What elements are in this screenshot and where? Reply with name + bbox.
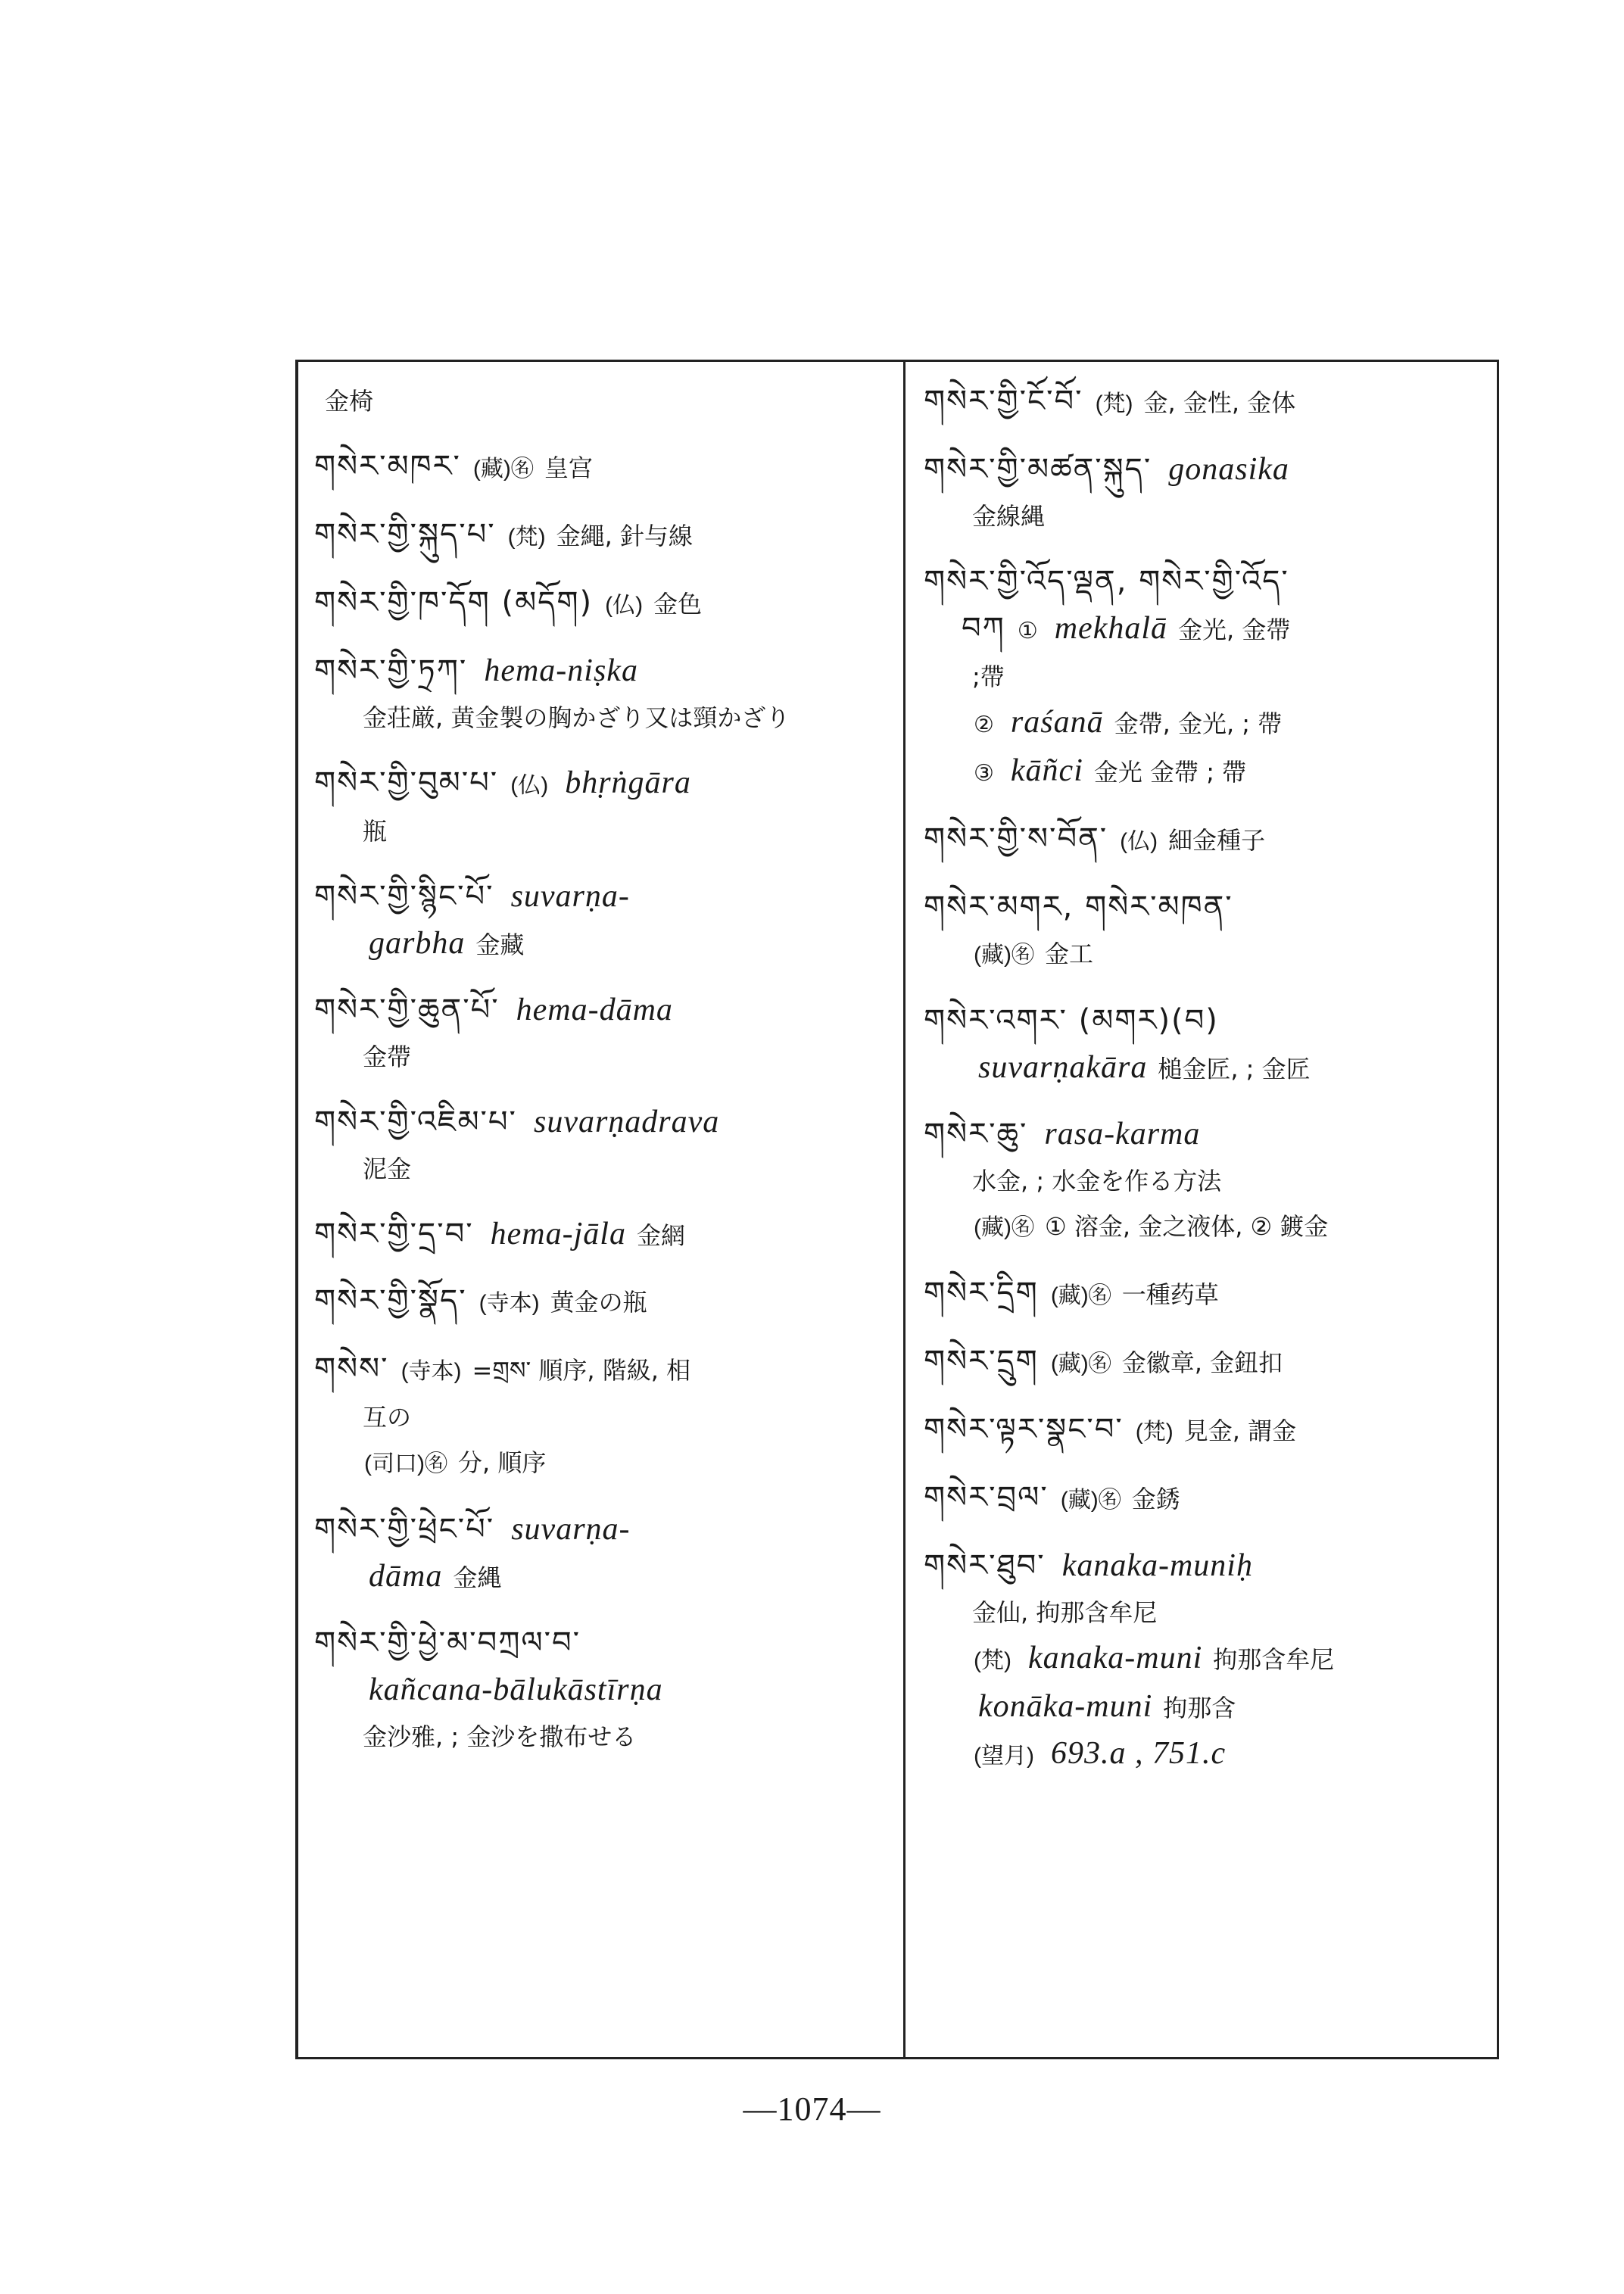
tibetan-headword: གསེར་མཁར་ (314, 449, 461, 484)
japanese-gloss: 一種药草 (1121, 1280, 1219, 1309)
entry-headline (314, 1278, 897, 1326)
source-tag: (仏) (605, 593, 644, 618)
tibetan-headword: གསེར་གྱི་བུམ་པ་ (314, 765, 499, 800)
tibetan-headword: གསེར་གྱི་འོད་ལྡན, གསེར་གྱི་འོད་ (924, 564, 1289, 599)
entry-headline (314, 648, 897, 695)
entry-subline (924, 606, 1492, 654)
tibetan-headword: གསེར་གྱི་དྲ་བ་ (314, 1217, 474, 1251)
tibetan-headword: གསེར་དྲིག (924, 1276, 1039, 1311)
sanskrit-equivalent: suvarṇadrava (533, 1105, 720, 1139)
dictionary-entry (314, 760, 897, 854)
dictionary-entry (924, 1475, 1492, 1523)
sanskrit-equivalent: hema-jāla (490, 1217, 626, 1251)
page-number: —1074— (743, 2090, 881, 2127)
japanese-gloss: 水金, ; 水金を作る方法 (972, 1167, 1222, 1195)
sanskrit-equivalent: suvarṇa- (510, 879, 630, 914)
japanese-gloss: 金光, 金帶 (1178, 616, 1291, 644)
right-column (924, 379, 1492, 1799)
entry-headline (314, 580, 897, 628)
entry-headline (924, 998, 1492, 1045)
dictionary-entry (314, 444, 897, 492)
japanese-gloss: 拘那含牟尼 (1213, 1645, 1335, 1674)
tibetan-headword: གསེར་གྱི་སྐུད་པ་ (314, 517, 496, 552)
entry-headline (314, 1099, 897, 1146)
entry-subline (314, 695, 897, 740)
japanese-gloss: 金沙雅, ; 金沙を撒布せる (363, 1722, 637, 1751)
entry-subline (314, 809, 897, 854)
source-tag: ① (1017, 619, 1038, 644)
source-tag: (寺本) (401, 1359, 462, 1384)
japanese-gloss: 細金種子 (1168, 826, 1266, 855)
tibetan-headword: གསེར་གྱི་སྙིང་པོ་ (314, 879, 494, 914)
japanese-gloss: 金光 金帶 ; 帶 (1093, 758, 1247, 787)
source-tag: ③ (974, 761, 994, 786)
source-tag: (藏)㊔ (974, 1215, 1034, 1240)
japanese-gloss: 金縄 (453, 1563, 502, 1592)
sanskrit-equivalent: kāñci (1010, 753, 1083, 788)
japanese-gloss: 金銹 (1131, 1485, 1180, 1513)
japanese-gloss: 見金, 謂金 (1183, 1417, 1297, 1445)
sanskrit-equivalent: garbha (369, 926, 466, 961)
source-tag: (藏)㊔ (472, 457, 534, 482)
japanese-gloss: 瓶 (363, 817, 388, 846)
source-tag: (寺本) (478, 1291, 540, 1316)
japanese-gloss: 金線縄 (972, 502, 1046, 531)
sanskrit-equivalent: hema-dāma (516, 993, 673, 1027)
dictionary-entry (924, 1111, 1492, 1251)
dictionary-entry (314, 1507, 897, 1601)
dictionary-entry (924, 998, 1492, 1092)
japanese-gloss: 金帶, 金光, ; 帶 (1114, 709, 1283, 738)
dictionary-entry (924, 1339, 1492, 1387)
entry-headline (924, 1270, 1492, 1319)
entry-subline (314, 1395, 897, 1440)
entry-subline (924, 1731, 1492, 1779)
japanese-gloss: 金工 (1044, 940, 1093, 968)
dictionary-entry (314, 379, 897, 424)
dictionary-entry (314, 1278, 897, 1326)
sanskrit-equivalent: gonasika (1168, 452, 1289, 487)
tibetan-headword: གསེར་གྱི་ཁ་དོག (མདོག) (314, 585, 594, 620)
entry-headline (314, 987, 897, 1034)
entry-subline (924, 1684, 1492, 1731)
japanese-gloss: ;帶 (972, 662, 1005, 691)
dictionary-entry (924, 559, 1492, 796)
sanskrit-equivalent: kanaka-muniḥ (1061, 1548, 1253, 1583)
entry-headline (924, 379, 1492, 427)
left-column (314, 379, 897, 1779)
japanese-gloss: 金, 金性, 金体 (1143, 388, 1296, 417)
japanese-gloss: 黄金の瓶 (550, 1288, 647, 1317)
tibetan-headword: གསེས་ (314, 1351, 389, 1386)
tibetan-headword: གསེར་གྱི་ངོ་བོ་ (924, 384, 1083, 419)
japanese-gloss: 金荘厳, 黄金製の胸かざり又は頸かざり (363, 703, 790, 732)
japanese-gloss: 金藏 (475, 930, 525, 959)
japanese-gloss: ① 溶金, 金之液体, ② 鍍金 (1044, 1212, 1329, 1241)
dictionary-entry (314, 512, 897, 560)
entry-headline (924, 1111, 1492, 1158)
entry-headline (924, 816, 1492, 865)
sanskrit-equivalent: bhṛṅgāra (565, 765, 691, 800)
tibetan-headword: གསེར་གྱི་འཇིམ་པ་ (314, 1105, 517, 1139)
entry-subline (314, 1667, 897, 1714)
dictionary-entry (314, 1346, 897, 1487)
japanese-gloss: 互の (363, 1403, 412, 1432)
dictionary-entry (924, 447, 1492, 539)
entry-subline (924, 654, 1492, 700)
entry-subline (314, 1440, 897, 1487)
source-tag: (藏)㊔ (1050, 1283, 1111, 1308)
tibetan-headword: གསེར་དྲུག (924, 1344, 1039, 1379)
tibetan-headword: གསེར་འགར་ (མགར)(བ) (924, 1003, 1219, 1038)
dictionary-entry (314, 987, 897, 1080)
tibetan-headword: གསེར་གྱི་མཚན་སྐུད་ (924, 452, 1152, 487)
dictionary-entry (314, 1099, 897, 1192)
japanese-gloss: 金椅 (325, 387, 374, 416)
dictionary-entry (314, 1211, 897, 1258)
entry-headline (314, 444, 897, 492)
tibetan-headword: གསེར་གྱི་ཕྱེ་མ་བཀྲལ་བ་ (314, 1625, 581, 1660)
japanese-gloss: 金仙, 拘那含牟尼 (972, 1598, 1158, 1627)
dictionary-entry (314, 1620, 897, 1759)
tibetan-headword: གསེར་ཐུབ་ (924, 1548, 1046, 1583)
sanskrit-equivalent: kanaka-muni (1027, 1641, 1203, 1675)
entry-subline (314, 1146, 897, 1192)
dictionary-entry (924, 379, 1492, 427)
tibetan-headword: གསེར་གྱི་ས་བོན་ (924, 821, 1108, 856)
entry-headline (314, 1211, 897, 1258)
entry-subline (924, 494, 1492, 539)
japanese-gloss: 金網 (636, 1221, 685, 1250)
entry-subline (924, 748, 1492, 796)
dictionary-entry (924, 1407, 1492, 1455)
source-tag: (梵) (974, 1648, 1011, 1673)
source-tag: (藏)㊔ (1050, 1351, 1111, 1376)
entry-subline (314, 921, 897, 968)
japanese-gloss: =གྲས་ 順序, 階級, 相 (472, 1356, 691, 1385)
entry-subline (924, 931, 1492, 978)
sanskrit-equivalent: kañcana-bālukāstīrṇa (369, 1672, 663, 1707)
dictionary-entry (924, 1270, 1492, 1319)
tibetan-headword: བཀ (962, 611, 1005, 646)
entry-subline (924, 1590, 1492, 1635)
tibetan-headword: གསེར་གྱི་ཕྲེང་པོ་ (314, 1512, 495, 1547)
entry-headline (924, 1543, 1492, 1590)
source-tag: ② (974, 712, 994, 737)
dictionary-entry (314, 648, 897, 740)
entry-subline (314, 1714, 897, 1759)
source-tag: (仏) (1120, 829, 1158, 854)
sanskrit-equivalent: rasa-karma (1044, 1117, 1201, 1152)
entry-headline (924, 1475, 1492, 1523)
source-tag: (梵) (1095, 391, 1133, 416)
entry-headline (314, 1346, 897, 1395)
source-tag: (梵) (507, 525, 546, 550)
japanese-gloss: 泥金 (363, 1155, 412, 1183)
tibetan-headword: གསེར་མགར, གསེར་མཁན་ (924, 890, 1233, 924)
sanskrit-equivalent: suvarṇa- (511, 1512, 631, 1547)
japanese-gloss: 分, 順序 (457, 1448, 547, 1477)
entry-subline (924, 1045, 1492, 1092)
sanskrit-equivalent: 693.a , 751.c (1050, 1736, 1227, 1771)
entry-headline (314, 379, 897, 424)
tibetan-headword: གསེར་ལྟར་སྣང་བ་ (924, 1412, 1124, 1447)
sanskrit-equivalent: raśanā (1010, 705, 1104, 740)
japanese-gloss: 拘那含 (1163, 1694, 1236, 1722)
entry-headline (924, 447, 1492, 494)
sanskrit-equivalent: suvarṇakāra (978, 1050, 1148, 1085)
entry-subline (924, 1635, 1492, 1684)
tibetan-headword: གསེར་གྱི་ཆུན་པོ་ (314, 993, 500, 1027)
entry-headline (314, 1507, 897, 1554)
tibetan-headword: གསེར་ཆུ་ (924, 1117, 1028, 1152)
source-tag: (司口)㊔ (364, 1451, 447, 1476)
entry-subline (924, 1204, 1492, 1251)
source-tag: (梵) (1135, 1420, 1174, 1445)
dictionary-entry (924, 816, 1492, 865)
dictionary-entry (314, 580, 897, 628)
japanese-gloss: 金帶 (363, 1043, 412, 1071)
dictionary-entry (924, 1543, 1492, 1779)
source-tag: (藏)㊔ (1060, 1488, 1121, 1513)
dictionary-entry (924, 884, 1492, 978)
japanese-gloss: 金徽章, 金鈕扣 (1121, 1348, 1283, 1377)
japanese-gloss: 皇宫 (544, 454, 593, 482)
japanese-gloss: 金色 (653, 590, 703, 619)
entry-headline (314, 874, 897, 921)
sanskrit-equivalent: mekhalā (1054, 611, 1168, 646)
source-tag: (藏)㊔ (974, 943, 1034, 968)
entry-headline (924, 559, 1492, 606)
tibetan-headword: གསེར་གྱི་ཏྲཀ་ (314, 653, 468, 688)
entry-subline (924, 1158, 1492, 1204)
tibetan-headword: གསེར་གྱི་སྣོད་ (314, 1283, 467, 1318)
entry-headline (314, 512, 897, 560)
entry-subline (924, 700, 1492, 748)
sanskrit-equivalent: dāma (369, 1559, 443, 1594)
sanskrit-equivalent: hema-niṣka (484, 653, 638, 688)
entry-subline (314, 1554, 897, 1601)
entry-headline (924, 1339, 1492, 1387)
dictionary-entry (314, 874, 897, 968)
column-divider (903, 360, 906, 2059)
japanese-gloss: 槌金匠, ; 金匠 (1158, 1055, 1311, 1083)
source-tag: (望月) (974, 1744, 1034, 1769)
tibetan-headword: གསེར་བྲལ་ (924, 1480, 1049, 1515)
entry-headline (924, 884, 1492, 931)
source-tag: (仏) (510, 773, 549, 798)
sanskrit-equivalent: konāka-muni (978, 1689, 1153, 1724)
entry-headline (314, 1620, 897, 1667)
entry-headline (924, 1407, 1492, 1455)
entry-subline (314, 1034, 897, 1080)
japanese-gloss: 金繩, 針与線 (556, 522, 693, 550)
entry-headline (314, 760, 897, 809)
